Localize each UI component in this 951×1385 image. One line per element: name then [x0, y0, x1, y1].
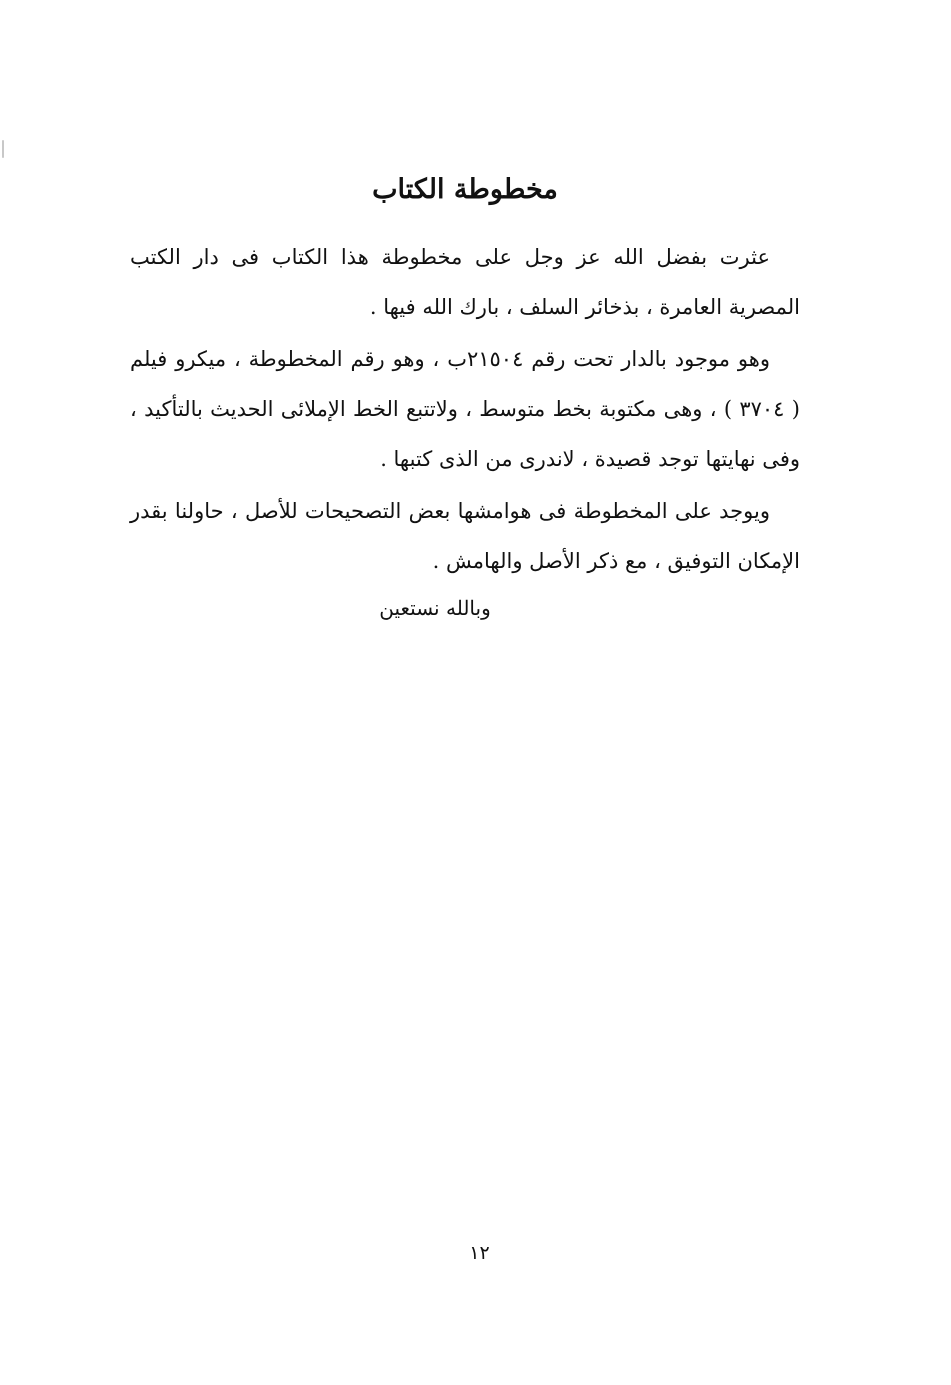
page-title: مخطوطة الكتاب — [372, 174, 558, 205]
closing-phrase: وبالله نستعين — [379, 596, 491, 620]
paragraph-corrections: ويوجد على المخطوطة فى هوامشها بعض التصحيحات للأصل ، حاولنا بقدر الإمكان التوفيق ، مع ذكر الأصل والهامش . — [130, 499, 800, 573]
paragraph-manuscript-details: وهو موجود بالدار تحت رقم ٢١٥٠٤ب ، وهو رقم المخطوطة ، ميكرو فيلم ( ٣٧٠٤ ) ، وهى مكتوبة بخط متوسط ، ولاتتبع الخط الإملائى الحديث بالتأكيد ، وفى نهايتها توجد قصيدة ، لاندرى من الذى كتبها . — [130, 347, 800, 471]
paragraph-discovery: عثرت بفضل الله عز وجل على مخطوطة هذا الكتاب فى دار الكتب المصرية العامرة ، بذخائر السلف ، بارك الله فيها . — [130, 245, 800, 319]
page-content — [130, 170, 800, 628]
page-number: ١٢ — [469, 1242, 490, 1264]
scan-edge-mark — [2, 140, 4, 158]
